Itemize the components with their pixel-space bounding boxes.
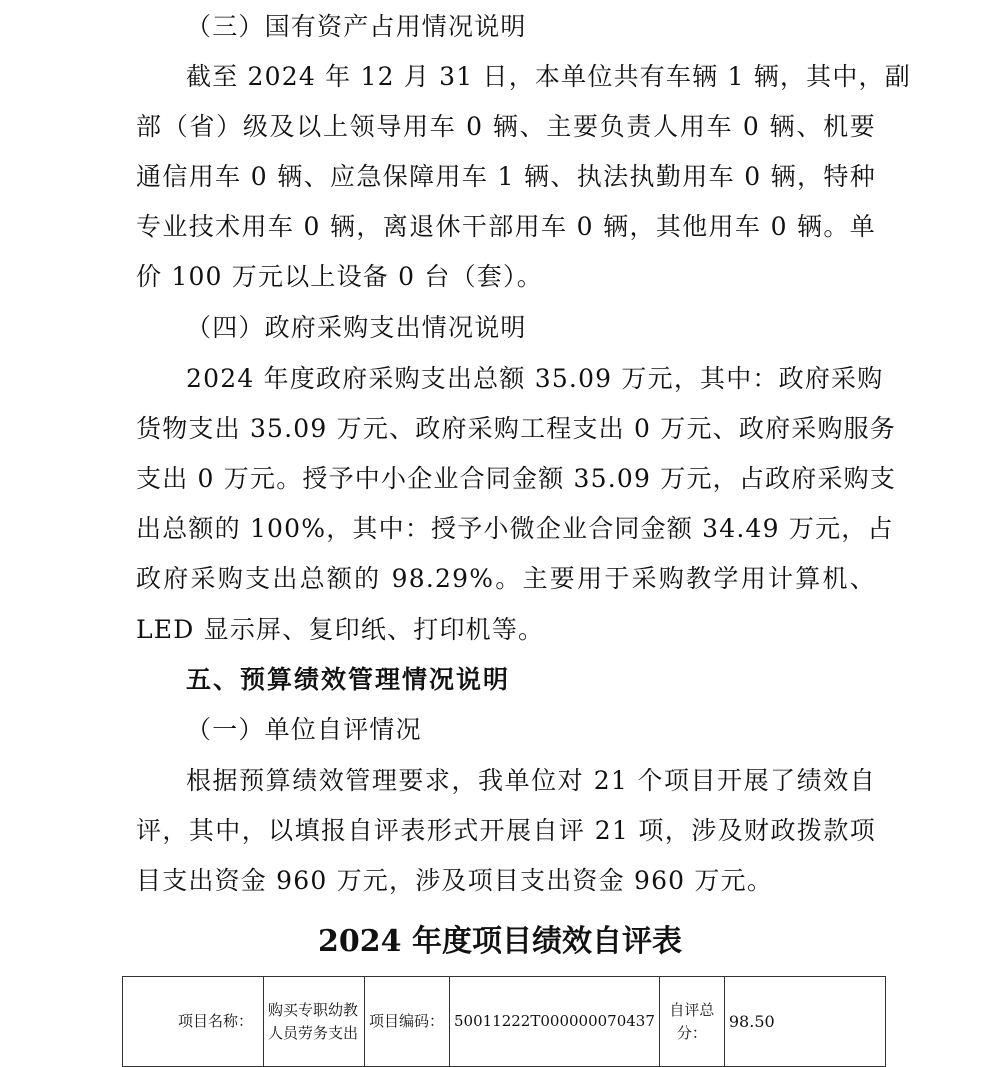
section-heading-procurement: （四）政府采购支出情况说明 (186, 313, 527, 342)
performance-evaluation-table (122, 976, 886, 1067)
paragraph-line: 2024 年度政府采购支出总额 35.09 万元，其中：政府采购 (186, 364, 884, 393)
paragraph-line: 支出 0 万元。授予中小企业合同金额 35.09 万元，占政府采购支 (136, 464, 897, 493)
paragraph-line: 评，其中，以填报自评表形式开展自评 21 项，涉及财政拨款项 (136, 816, 876, 845)
project-name-value: 购买专职幼教人员劳务支出 (264, 977, 365, 1067)
section-heading-assets: （三）国有资产占用情况说明 (186, 12, 527, 41)
paragraph-line: 价 100 万元以上设备 0 台（套）。 (136, 262, 543, 291)
project-code-label: 项目编码： (365, 977, 450, 1067)
paragraph-line: 截至 2024 年 12 月 31 日，本单位共有车辆 1 辆，其中，副 (186, 62, 911, 91)
paragraph-line: 目支出资金 960 万元，涉及项目支出资金 960 万元。 (136, 866, 774, 895)
paragraph-line: 部（省）级及以上领导用车 0 辆、主要负责人用车 0 辆、机要 (136, 112, 876, 141)
project-name-label: 项目名称： (123, 977, 264, 1067)
table-title: 2024 年度项目绩效自评表 (318, 924, 682, 959)
paragraph-line: LED 显示屏、复印纸、打印机等。 (136, 615, 545, 644)
section-heading-performance: 五、预算绩效管理情况说明 (186, 665, 511, 694)
paragraph-line: 根据预算绩效管理要求，我单位对 21 个项目开展了绩效自 (186, 766, 876, 795)
paragraph-line: 政府采购支出总额的 98.29%。主要用于采购教学用计算机、 (136, 564, 876, 593)
paragraph-line: 专业技术用车 0 辆，离退休干部用车 0 辆，其他用车 0 辆。单 (136, 212, 876, 241)
self-score-value: 98.50 (724, 977, 885, 1067)
paragraph-line: 货物支出 35.09 万元、政府采购工程支出 0 万元、政府采购服务 (136, 414, 897, 443)
table-row (123, 977, 886, 1067)
paragraph-line: 出总额的 100%，其中：授予小微企业合同金额 34.49 万元，占 (136, 514, 894, 543)
subsection-heading: （一）单位自评情况 (186, 715, 422, 744)
self-score-label: 自评总分： (659, 977, 724, 1067)
paragraph-line: 通信用车 0 辆、应急保障用车 1 辆、执法执勤用车 0 辆，特种 (136, 162, 877, 191)
project-code-value: 50011222T000000070437 (450, 977, 660, 1067)
